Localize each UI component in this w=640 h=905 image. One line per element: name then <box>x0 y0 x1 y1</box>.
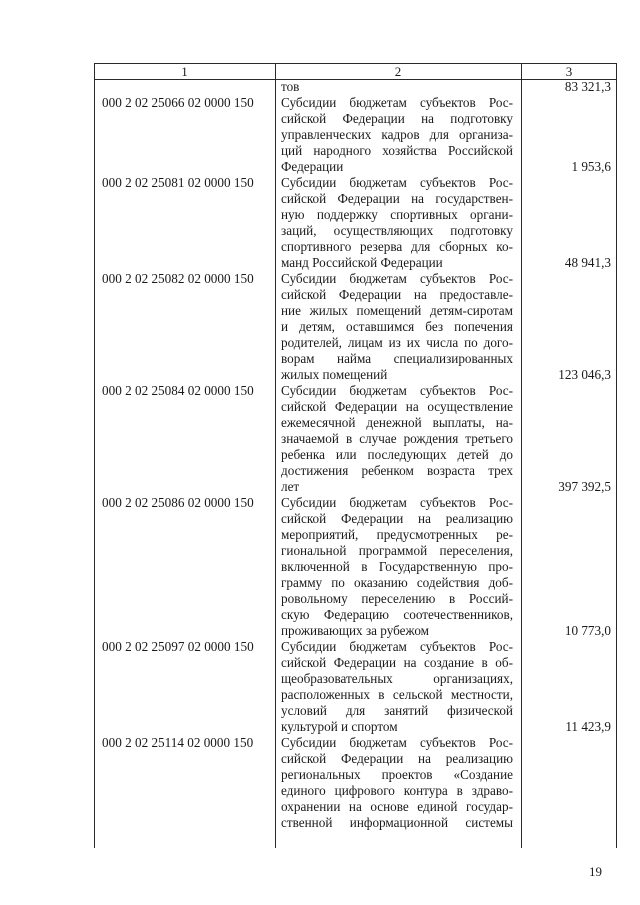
row-description <box>281 639 513 735</box>
description-line: тов <box>281 79 300 94</box>
classification-code: 000 2 02 25066 02 0000 150 <box>102 95 254 110</box>
table-row <box>94 383 617 495</box>
description-line: сийской Федерации на реализацию <box>281 751 513 766</box>
description-line: управленческих кадров для организа- <box>281 127 513 142</box>
description-line: ворам найма специализированных <box>281 351 513 366</box>
description-line: ций народного хозяйства Российской <box>281 143 513 158</box>
description-line: скую Федерацию соотечественников, <box>281 607 513 622</box>
description-line: лет <box>281 479 300 494</box>
classification-code: 000 2 02 25097 02 0000 150 <box>102 639 254 654</box>
amount-value: 48 941,3 <box>564 255 611 270</box>
description-line: Субсидии бюджетам субъектов Рос- <box>281 383 513 398</box>
row-description <box>281 383 513 495</box>
table-row <box>94 495 617 639</box>
classification-code: 000 2 02 25081 02 0000 150 <box>102 175 254 190</box>
amount-value: 11 423,9 <box>565 719 611 734</box>
description-line: проживающих за рубежом <box>281 623 430 638</box>
amount-value: 10 773,0 <box>564 623 611 638</box>
description-line: гиональной программой переселения, <box>281 543 513 558</box>
row-description <box>281 495 513 639</box>
description-line: охранении на основе единой государ- <box>281 799 513 814</box>
description-line: достижения ребенком возраста трех <box>281 463 513 478</box>
table-row <box>94 735 617 831</box>
description-line: Субсидии бюджетам субъектов Рос- <box>281 735 513 750</box>
description-line: сийской Федерации на реализацию <box>281 511 513 526</box>
classification-code: 000 2 02 25086 02 0000 150 <box>102 495 254 510</box>
amount-value: 83 321,3 <box>564 79 611 94</box>
description-line: сийской Федерации на предоставле- <box>281 287 513 302</box>
description-line: Субсидии бюджетам субъектов Рос- <box>281 495 513 510</box>
row-description <box>281 95 513 175</box>
description-line: сийской Федерации на государствен- <box>281 191 513 206</box>
description-line: заций, осуществляющих подготовку <box>281 223 513 238</box>
description-line: Федерации <box>281 159 344 174</box>
description-line: включенной в Государственную про- <box>281 559 513 574</box>
description-line: ежемесячной денежной выплаты, на- <box>281 415 513 430</box>
column-header-1: 1 <box>181 64 188 79</box>
description-line: родителей, лицам из их числа по дого- <box>281 335 513 350</box>
classification-code: 000 2 02 25082 02 0000 150 <box>102 271 254 286</box>
description-line: значаемой в случае рождения третьего <box>281 431 513 446</box>
row-description <box>281 271 513 383</box>
description-line: ние жилых помещений детям-сиротам <box>281 303 513 318</box>
description-line: региональных проектов «Создание <box>281 767 513 782</box>
column-header-3: 3 <box>565 64 573 79</box>
description-line: мероприятий, предусмотренных ре- <box>281 527 513 542</box>
column-header-2: 2 <box>394 64 402 79</box>
description-line: сийской Федерации на создание в об- <box>281 655 513 670</box>
table-row <box>94 79 617 95</box>
table-row <box>94 639 617 735</box>
row-description <box>281 175 513 271</box>
classification-code: 000 2 02 25084 02 0000 150 <box>102 383 254 398</box>
description-line: Субсидии бюджетам субъектов Рос- <box>281 95 513 110</box>
amount-value: 397 392,5 <box>558 479 611 494</box>
amount-value: 1 953,6 <box>571 159 611 174</box>
description-line: ную поддержку спортивных органи- <box>281 207 513 222</box>
description-line: Субсидии бюджетам субъектов Рос- <box>281 271 513 286</box>
table-row <box>94 95 617 175</box>
description-line: культурой и спортом <box>281 719 398 734</box>
description-line: щеобразовательных организациях, <box>281 671 513 686</box>
description-line: спортивного резерва для сборных ко- <box>281 239 513 254</box>
description-line: манд Российской Федерации <box>281 255 443 270</box>
row-description <box>281 735 513 831</box>
description-line: условий для занятий физической <box>281 703 513 718</box>
description-line: жилых помещений <box>281 367 388 382</box>
description-line: и детям, оставшимся без попечения <box>281 319 513 334</box>
description-line: Субсидии бюджетам субъектов Рос- <box>281 175 513 190</box>
description-line: Субсидии бюджетам субъектов Рос- <box>281 639 513 654</box>
classification-code: 000 2 02 25114 02 0000 150 <box>102 735 254 750</box>
description-line: ственной информационной системы <box>281 815 513 830</box>
amount-value: 123 046,3 <box>558 367 611 382</box>
table-row <box>94 175 617 271</box>
description-line: сийской Федерации на осуществление <box>281 399 513 414</box>
description-line: грамму по оказанию содействия доб- <box>281 575 513 590</box>
page-number: 19 <box>589 864 602 879</box>
description-line: ребенка или последующих детей до <box>281 447 513 462</box>
budget-table <box>94 63 617 848</box>
description-line: единого цифрового контура в здраво- <box>281 783 513 798</box>
table-row <box>94 271 617 383</box>
description-line: сийской Федерации на подготовку <box>281 111 513 126</box>
description-line: расположенных в сельской местности, <box>281 687 513 702</box>
row-description <box>281 79 513 95</box>
description-line: ровольному переселению в Россий- <box>281 591 513 606</box>
